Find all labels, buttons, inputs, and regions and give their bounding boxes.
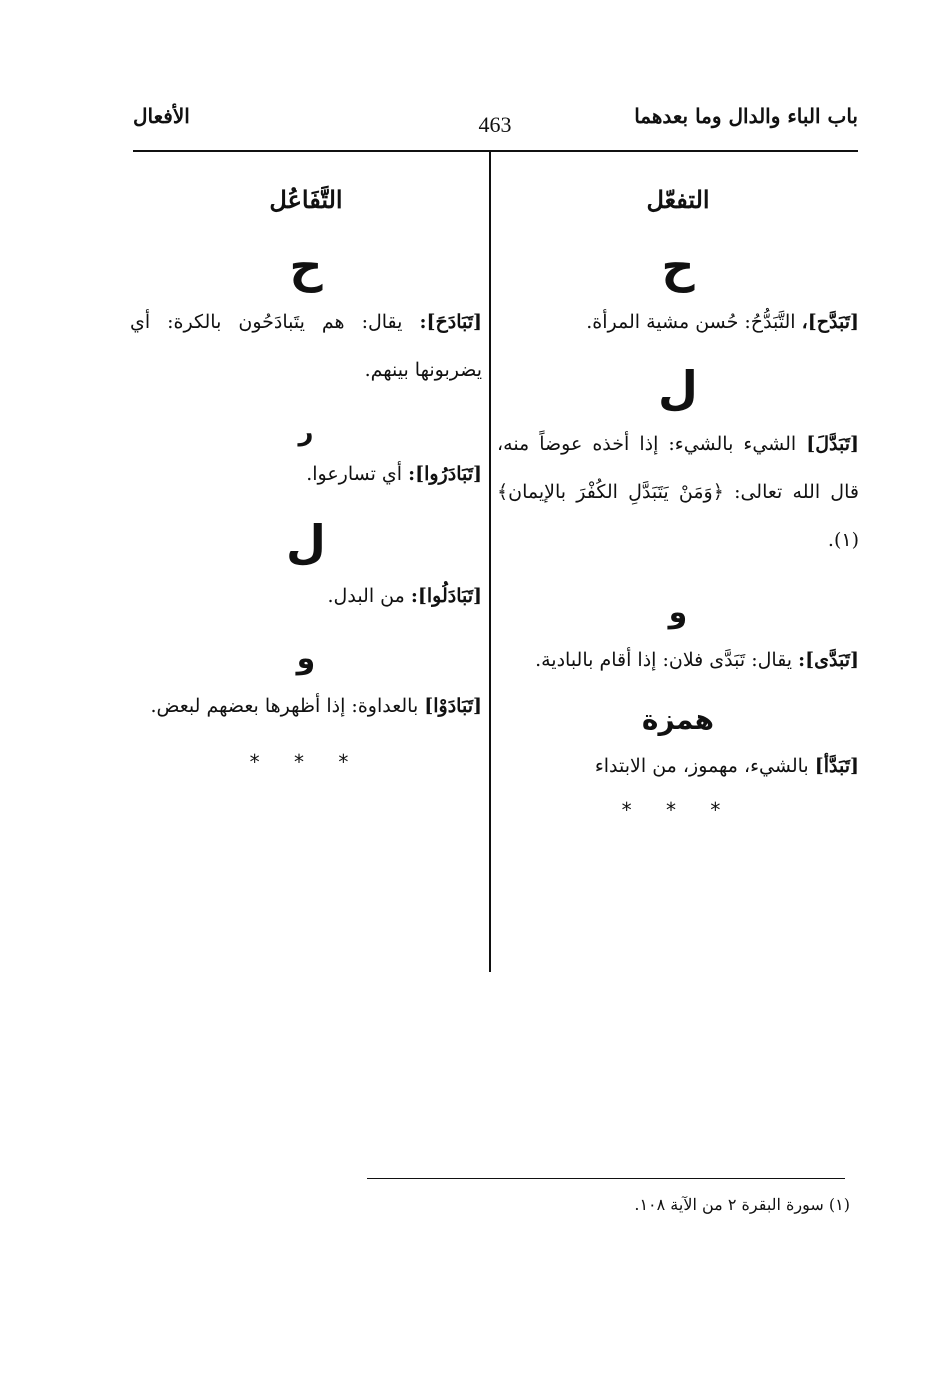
entry-head: [تَبَدَّى]: <box>798 649 859 671</box>
dictionary-entry <box>130 450 482 498</box>
section-end-stars: * * * <box>249 750 363 774</box>
entry-head: [تَبَدَّلَ] <box>806 433 859 455</box>
footnote-rule <box>367 1178 845 1179</box>
dictionary-entry <box>130 572 482 620</box>
chapter-title: باب الباء والدال وما بعدهما <box>634 104 858 128</box>
entry-text: من البدل. <box>327 585 411 607</box>
entry-text: التَّبَدُّحُ: حُسن مشية المرأة. <box>586 311 802 333</box>
entry-text: أي تسارعوا. <box>306 463 409 485</box>
letter-heading: ل <box>286 515 326 569</box>
entry-text: يقال: هم يتَبادَحُون بالكرة: أي يضربونها بينهم. <box>130 311 482 381</box>
entry-text: الشيء بالشيء: إذا أخذه عوضاً منه، قال الله تعالى: ﴿وَمَنْ يَتَبَدَّلِ الكُفْرَ بالإيمان﴾(١). <box>497 433 859 551</box>
letter-heading: ح <box>661 239 695 293</box>
section-running-title: الأفعال <box>133 104 190 128</box>
left-column <box>130 180 482 774</box>
dictionary-entry <box>130 682 482 730</box>
entry-head: [تَبَدَّح]، <box>801 311 859 333</box>
letter-heading: ر <box>298 417 314 447</box>
entry-head: [تَبَادَرُوا]: <box>408 463 482 485</box>
letter-heading: و <box>668 595 688 630</box>
column-title: التفعّل <box>646 185 710 214</box>
entry-text: بالعداوة: إذا أظهرها بعضهم لبعض. <box>150 695 425 717</box>
dictionary-entry <box>130 298 482 394</box>
right-column <box>497 180 859 822</box>
entry-text: يقال: تَبَدَّى فلان: إذا أقام بالبادية. <box>535 649 799 671</box>
column-title: التَّفَاعُل <box>269 185 343 214</box>
dictionary-entry <box>497 420 859 564</box>
dictionary-entry <box>497 742 859 790</box>
entry-head: [تَبَدَّأ] <box>814 755 859 777</box>
entry-head: [تَبَادَلُوا]: <box>410 585 482 607</box>
letter-heading: ح <box>289 239 323 293</box>
letter-heading: همزة <box>641 703 715 736</box>
letter-heading: و <box>296 641 316 676</box>
dictionary-entry <box>497 298 859 346</box>
page-number: 463 <box>478 112 512 137</box>
column-divider <box>489 152 491 972</box>
entry-head: [تَبَادَوْا] <box>424 695 482 717</box>
letter-heading: ل <box>658 361 698 415</box>
dictionary-entry <box>497 636 859 684</box>
header-rule <box>133 150 858 152</box>
entry-head: [تَبَادَحَ]: <box>419 311 482 333</box>
section-end-stars: * * * <box>621 798 735 822</box>
footnote: (١) سورة البقرة ٢ من الآية ١٠٨. <box>634 1195 850 1214</box>
entry-text: بالشيء، مهموز، من الابتداء <box>594 755 815 777</box>
